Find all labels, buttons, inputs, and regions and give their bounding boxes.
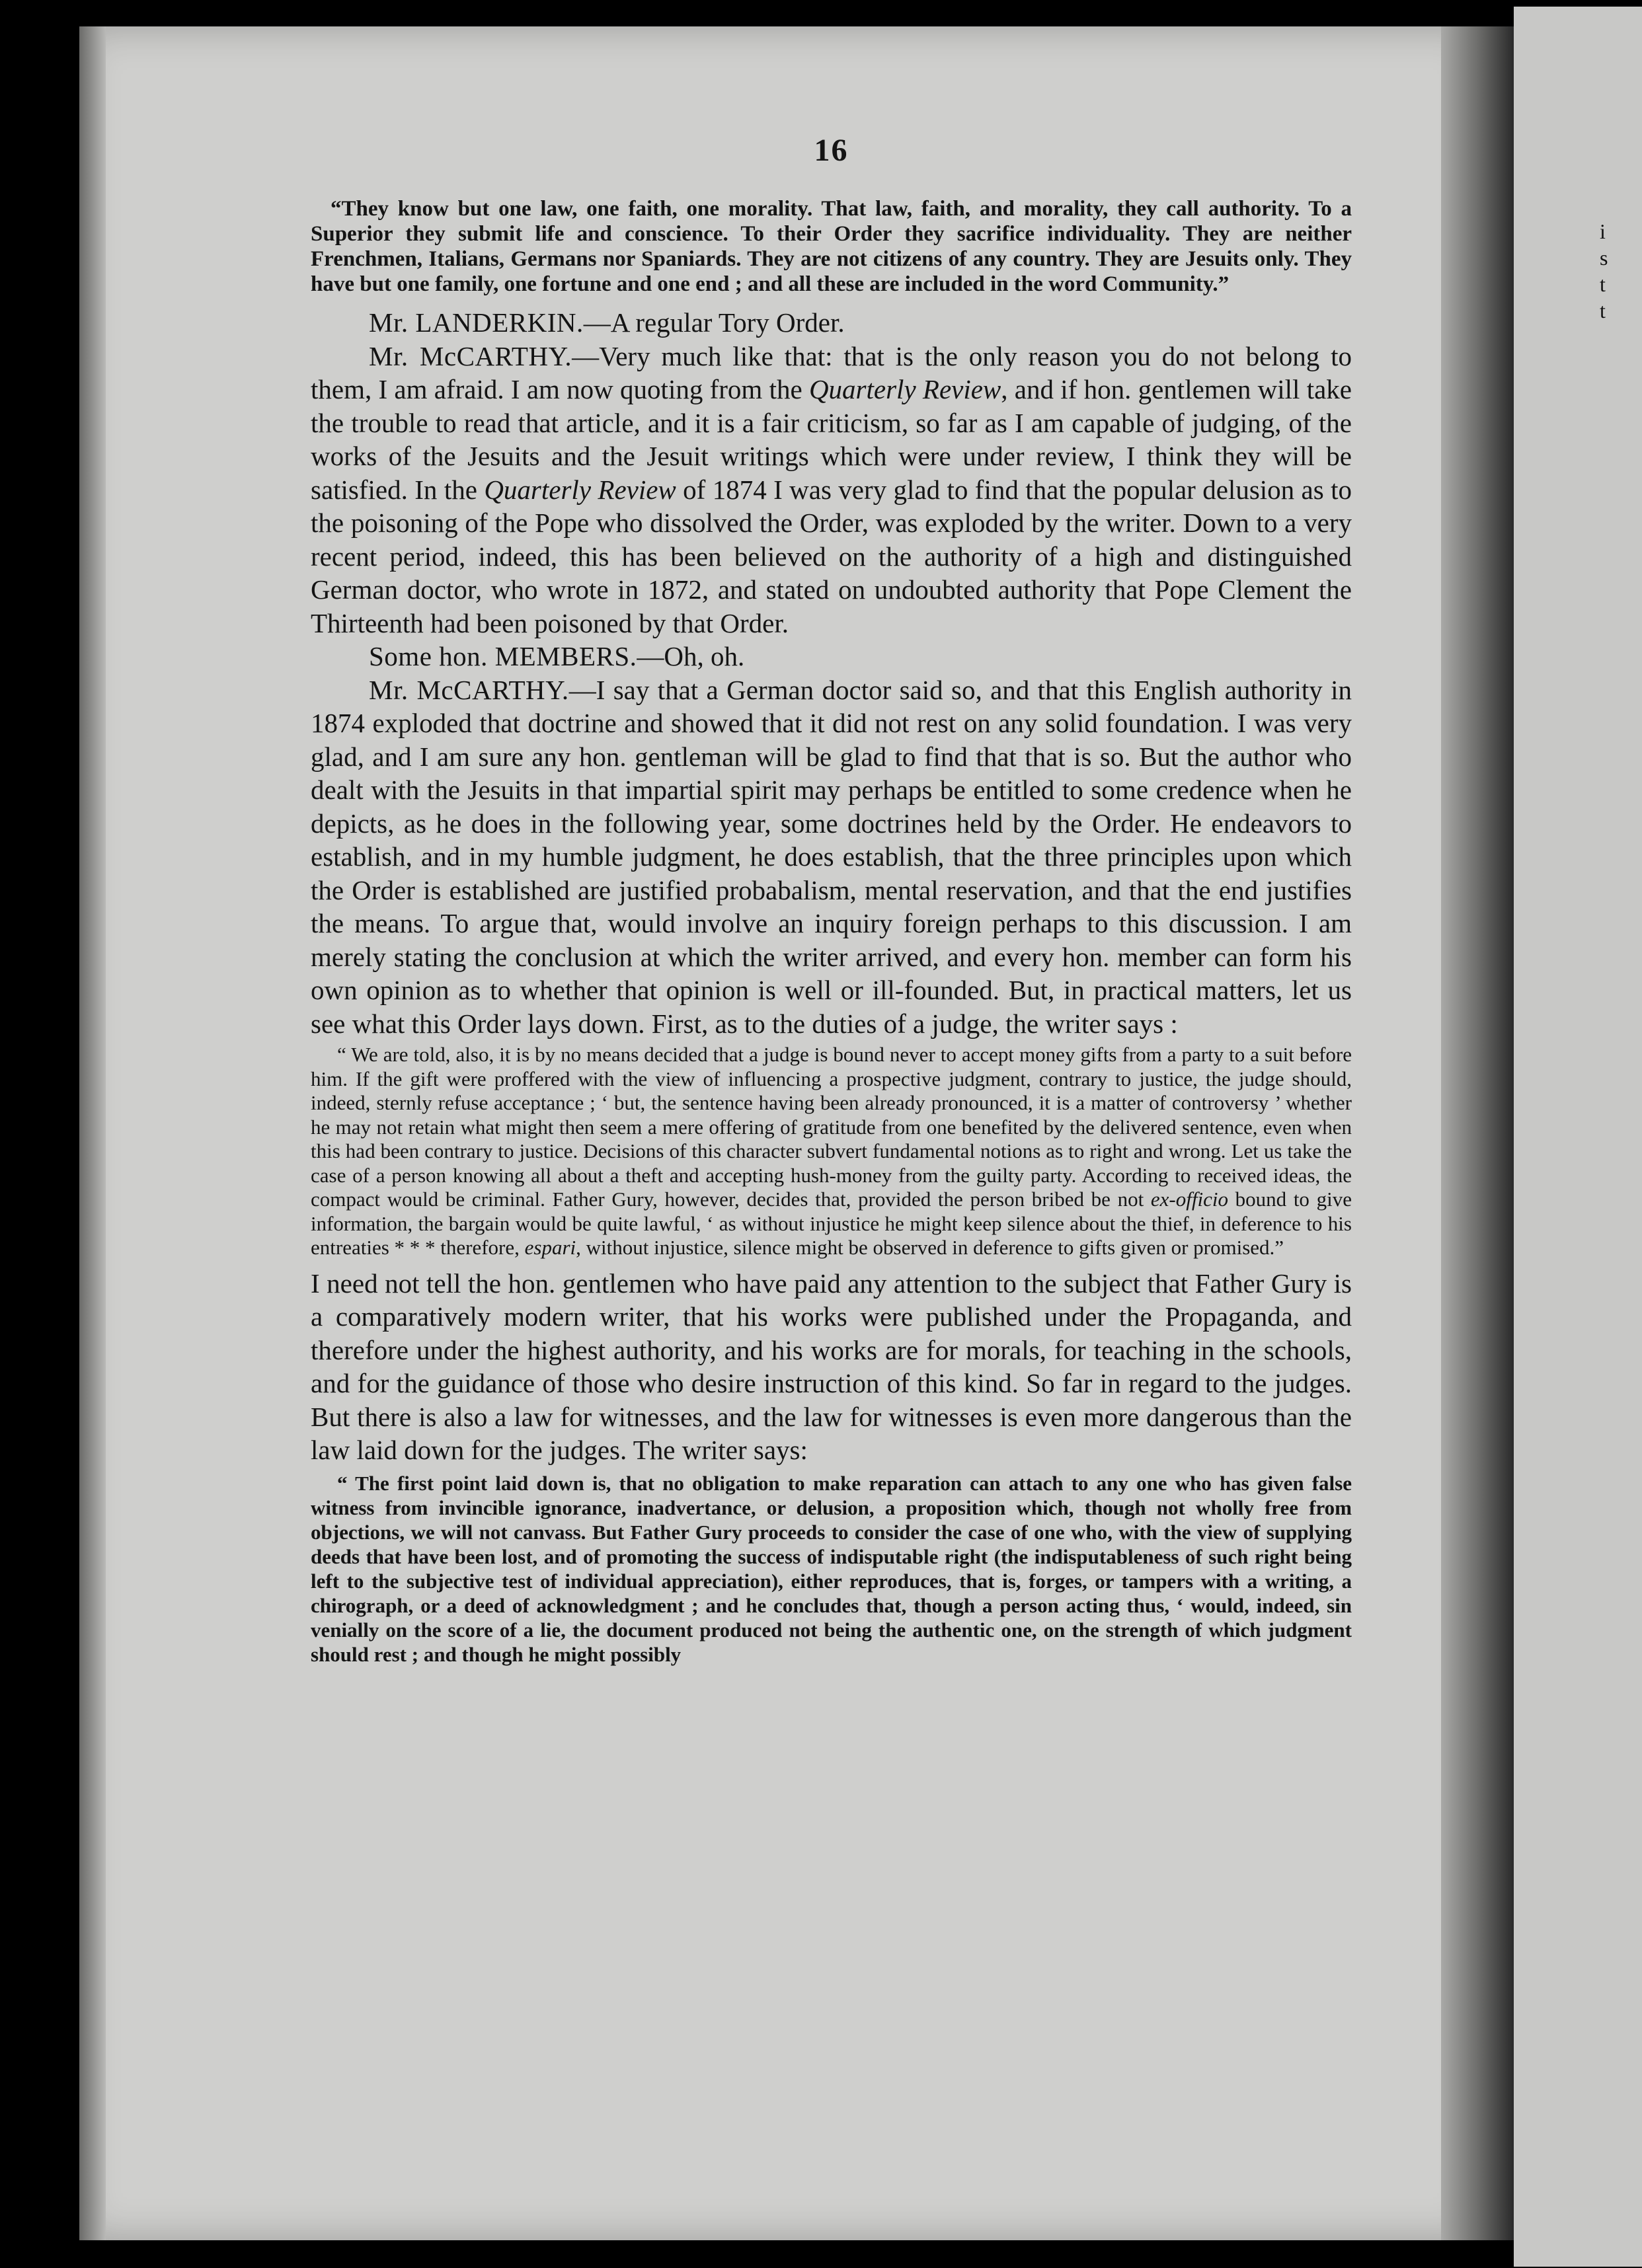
speech-paragraph: [311, 640, 1352, 673]
speech-text: , and if hon. gentlemen will take the trouble to read that article, and it is a fair criticism, so far as I am capable of judging, of the works of the Jesuits and the Jesuit writings which were under review, I think they will be satisfied. In the: [311, 374, 1352, 505]
page-content: [311, 132, 1352, 1667]
block-quote: “ The first point laid down is, that no obligation to make reparation can attach to any one who has given false witness from invincible ignorance, inadvertance, or delusion, a proposition which, though not wholly free from objections, we will not canvass. But Father Gury proceeds to consider the case of one who, with the view of supplying deeds that have been lost, and of promoting the success of indisputable right (the indisputableness of such right being left to the subjective test of individual appreciation), either reproduces, that is, forges, or tampers with a writing, a chirograph, or a deed of acknowledgment ; and he concludes that, though a person acting thus, ‘ would, indeed, sin venially on the score of a lie, the document produced not being the authentic one, on the strength of which judgment should rest ; and though he might possibly: [311, 1471, 1352, 1666]
latin-term: ex-officio: [1150, 1188, 1228, 1211]
quote-text: bound to give information, the bargain would be quite lawful, ‘ as without injustice he might keep silence about the thief, in deference to his entreaties * * * therefore,: [311, 1188, 1352, 1259]
block-quote: “They know but one law, one faith, one morality. That law, faith, and morality, they call authority. To a Superior they submit life and conscience. To their Order they sacrifice individuality. They are neither Frenchmen, Italians, Germans nor Spaniards. They are not citizens of any country. They are Jesuits only. They have but one family, one fortune and one end ; and all these are included in the word Community.”: [311, 197, 1352, 296]
block-quote: [311, 1043, 1352, 1260]
page-shadow-right: [1441, 26, 1514, 2240]
adjacent-page-fragment: i: [1600, 219, 1606, 243]
latin-term: espari: [524, 1236, 576, 1259]
speech-text: —Oh, oh.: [637, 641, 745, 671]
speech-text: of 1874 I was very glad to find that the popular delusion as to the poisoning of the Pope who dissolved the Order, was exploded by the writer. Down to a very recent period, indeed, this has been believed on the authority of a high and distinguished German doctor, who wrote in 1872, and stated on undoubted authority that Pope Clement the Thirteenth had been poisoned by that Order.: [311, 474, 1352, 638]
speaker-name: Mr. LANDERKIN.: [369, 307, 584, 338]
speech-paragraph: [311, 306, 1352, 340]
page-shadow-left: [79, 26, 106, 2240]
quote-text: “ We are told, also, it is by no means decided that a judge is bound never to accept money gifts from a party to a suit before him. If the gift were proffered with the view of influencing a prospective judgment, contrary to justice, the judge should, indeed, sternly refuse acceptance ; ‘ but, the sentence having been already pronounced, it is a matter of controversy ’ whether he may not retain what might then seem a mere offering of gratitude from one benefited by the delivered sentence, even when this had been contrary to justice. Decisions of this character subvert fundamental notions as to right and wrong. Let us take the case of a person knowing all about a theft and accepting hush-money from the guilty party. According to received ideas, the compact would be criminal. Father Gury, however, decides that, provided the person bribed be not: [311, 1043, 1352, 1211]
speech-text: —A regular Tory Order.: [583, 307, 845, 338]
adjacent-page: [1514, 7, 1642, 2267]
quote-text: , without injustice, silence might be observed in deference to gifts given or promised.”: [576, 1236, 1284, 1259]
speech-text: —Very much like that: that is the only reason you do not belong to them, I am afraid. I am now quoting from the: [311, 340, 1352, 404]
adjacent-page-fragment: t: [1600, 272, 1606, 296]
speaker-name: Some hon. MEMBERS.: [369, 641, 637, 671]
publication-title: Quarterly Review: [808, 374, 1001, 404]
adjacent-page-fragment: t: [1600, 299, 1606, 322]
adjacent-page-fragment: s: [1600, 246, 1608, 270]
speaker-name: Mr. McCARTHY.: [369, 340, 572, 371]
publication-title: Quarterly Review: [484, 474, 676, 505]
speech-paragraph: [311, 673, 1352, 1041]
speaker-name: Mr. McCARTHY.: [369, 674, 569, 705]
page-number: 16: [814, 133, 849, 168]
speech-text: —I say that a German doctor said so, and that this English authority in 1874 exploded that doctrine and showed that it did not rest on any solid foundation. I was very glad, and I am sure any hon. gentleman will be glad to find that that is so. But the author who dealt with the Jesuits in that impartial spirit may perhaps be entitled to some credence when he depicts, as he does in the following year, some doctrines held by the Order. He endeavors to establish, and in my humble judgment, he does establish, that the three principles upon which the Order is established are justified probabalism, mental reservation, and that the end justifies the means. To argue that, would involve an inquiry foreign perhaps to this discussion. I am merely stating the conclusion at which the writer arrived, and every hon. member can form his own opinion as to whether that opinion is well or ill-founded. But, in practical matters, let us see what this Order lays down. First, as to the duties of a judge, the writer says :: [311, 674, 1352, 1039]
speech-paragraph: [311, 340, 1352, 640]
body-paragraph: I need not tell the hon. gentlemen who have paid any attention to the subject that Father Gury is a comparatively modern writer, that his works were published under the Propaganda, and therefore under the highest authority, and his works are for morals, for teaching in the schools, and for the guidance of those who desire instruction of this kind. So far in regard to the judges. But there is also a law for witnesses, and the law for witnesses is even more dangerous than the law laid down for the judges. The writer says:: [311, 1267, 1352, 1465]
